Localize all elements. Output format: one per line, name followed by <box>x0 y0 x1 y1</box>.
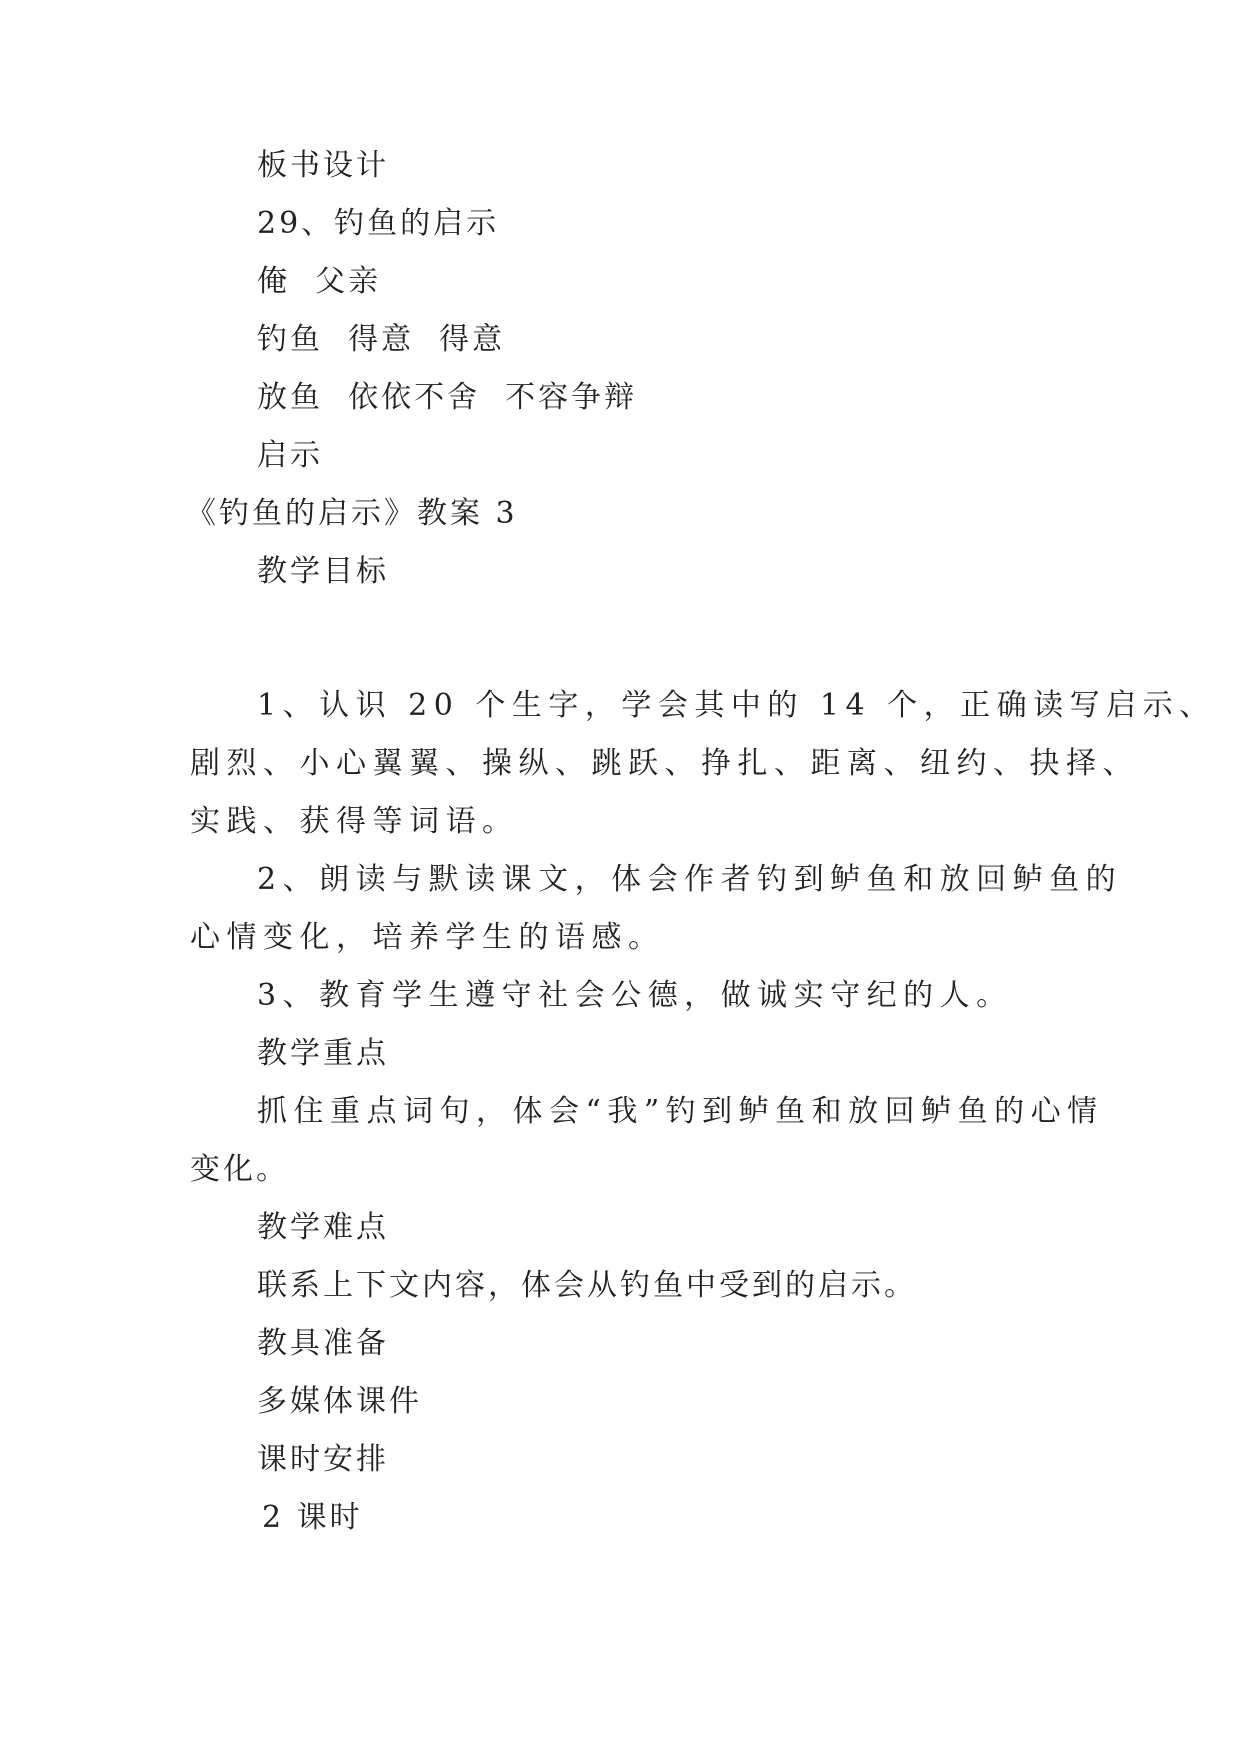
objectives-heading: 教学目标 <box>257 554 389 589</box>
difficulties-heading: 教学难点 <box>257 1210 389 1245</box>
board-design-line: 启示 <box>257 438 323 473</box>
schedule-heading: 课时安排 <box>257 1442 389 1477</box>
objective-item: 2、朗读与默读课文，体会作者钓到鲈鱼和放回鲈鱼的 <box>257 862 1123 897</box>
key-points-heading: 教学重点 <box>257 1036 389 1071</box>
board-design-line: 放鱼 依依不舍 不容争辩 <box>257 380 638 415</box>
tools-heading: 教具准备 <box>257 1326 389 1361</box>
board-design-line: 钓鱼 得意 得意 <box>257 322 506 357</box>
objective-item: 剧烈、小心翼翼、操纵、跳跃、挣扎、距离、纽约、抉择、 <box>190 746 1139 781</box>
key-points-text: 变化。 <box>190 1152 289 1187</box>
objective-item: 实践、获得等词语。 <box>190 804 519 839</box>
tools-text: 多媒体课件 <box>257 1384 422 1419</box>
key-points-text: 抓住重点词句，体会“我”钓到鲈鱼和放回鲈鱼的心情 <box>257 1094 1104 1129</box>
board-design-line: 俺 父亲 <box>257 264 382 299</box>
board-design-heading: 板书设计 <box>257 148 389 183</box>
section-title: 《钓鱼的启示》教案 3 <box>186 496 518 531</box>
schedule-text: 2 课时 <box>262 1500 363 1535</box>
objective-item: 1、认识 20 个生字，学会其中的 14 个，正确读写启示、 <box>257 688 1216 723</box>
objective-item: 心情变化，培养学生的语感。 <box>190 920 665 955</box>
difficulties-text: 联系上下文内容，体会从钓鱼中受到的启示。 <box>257 1268 917 1303</box>
board-design-title: 29、钓鱼的启示 <box>257 206 500 241</box>
objective-item: 3、教育学生遵守社会公德，做诚实守纪的人。 <box>257 978 1013 1013</box>
